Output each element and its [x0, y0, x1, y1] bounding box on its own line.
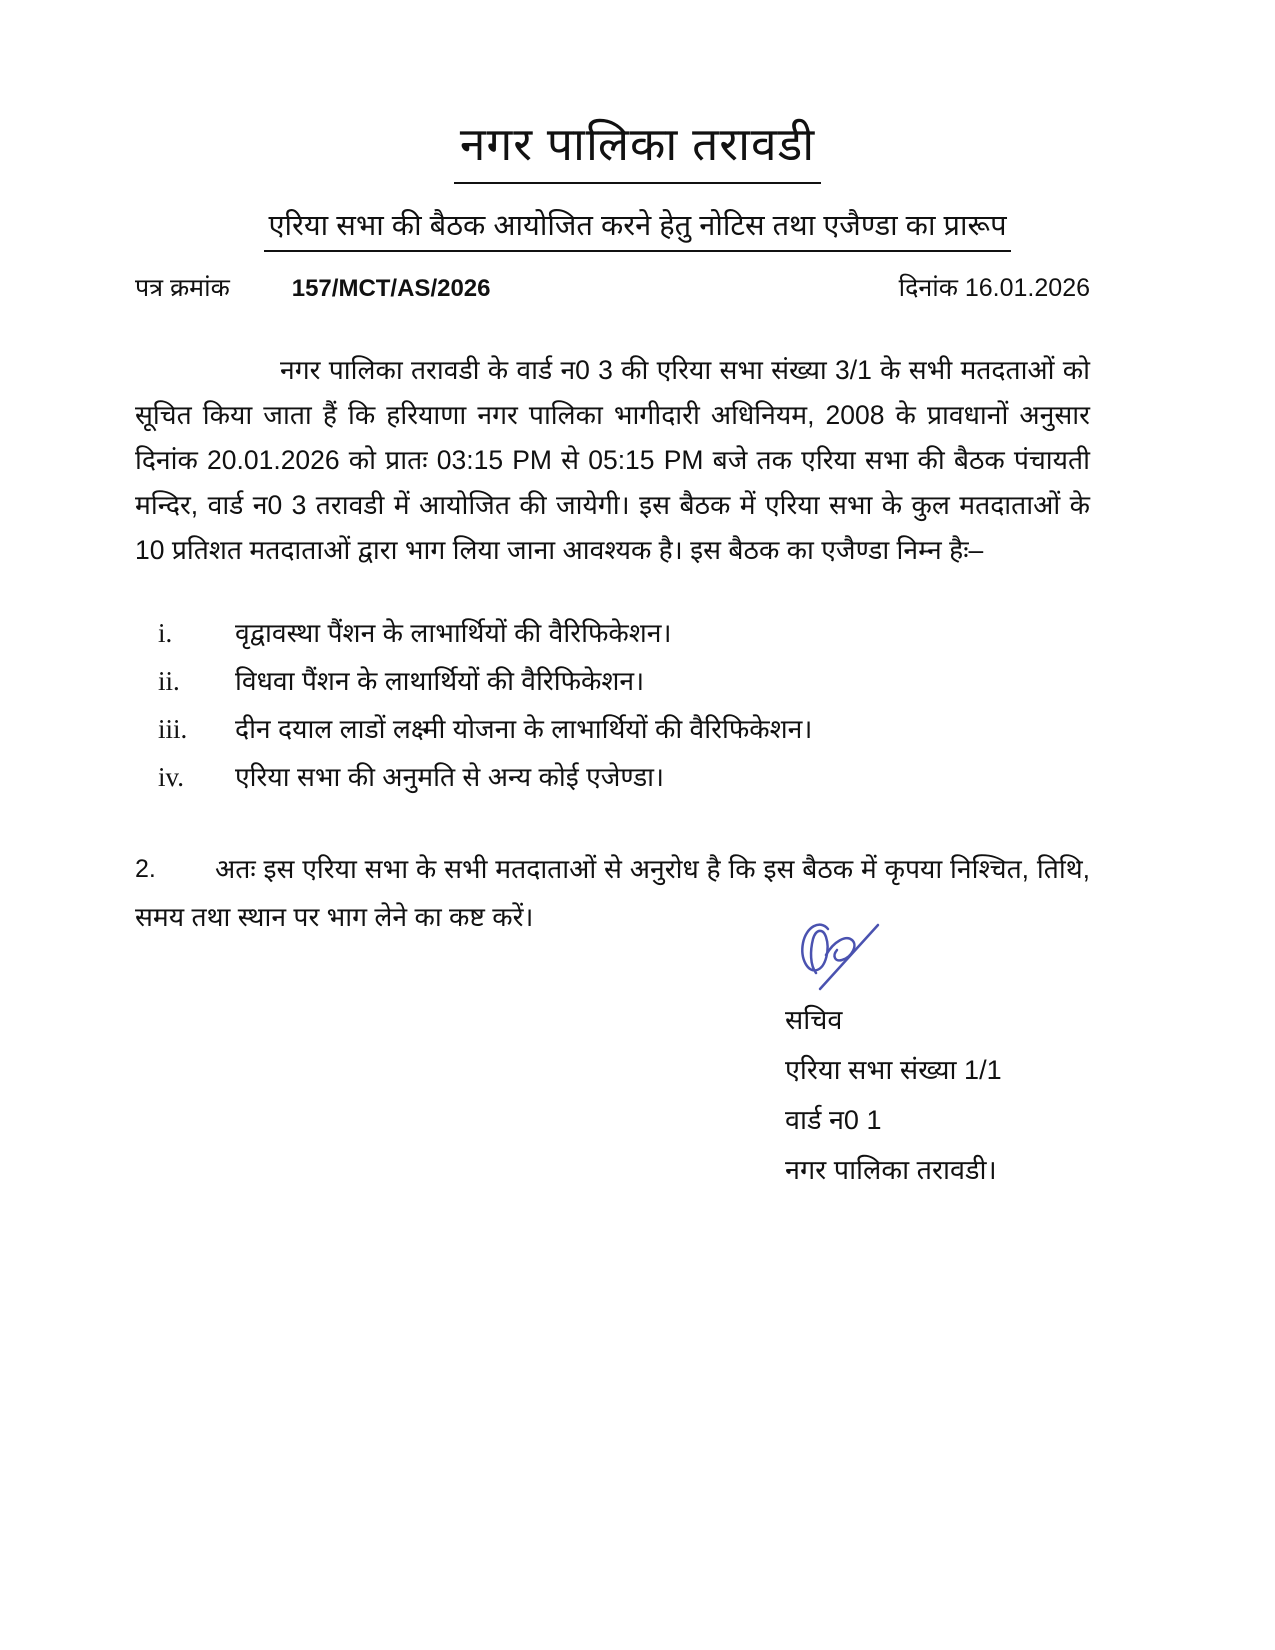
notice-body-paragraph: नगर पालिका तरावडी के वार्ड न0 3 की एरिया सभा संख्या 3/1 के सभी मतदताओं को सूचित किया जाता हैं कि हरियाणा नगर पालिका भागीदारी अधिनियम, 2008 के प्रावधानों अनुसार दिनांक 20.01.2026 को प्रातः 03:15 PM से 05:15 PM बजे तक एरिया सभा की बैठक पंचायती मन्दिर, वार्ड न0 3 तरावडी में आयोजित की जायेगी। इस बैठक में एरिया सभा के कुल मतदाताओं के 10 प्रतिशत मतदाताओं द्वारा भाग लिया जाना आवश्यक है। इस बैठक का एजैण्डा निम्न हैः–: [135, 355, 1090, 565]
date-line: [899, 270, 1090, 304]
agenda-item: [150, 714, 1050, 745]
signatory-municipality: नगर पालिका तरावडी।: [785, 1155, 997, 1185]
date-value: 16.01.2026: [964, 274, 1090, 302]
signatory-area-sabha: एरिया सभा संख्या 1/1: [785, 1055, 1002, 1085]
agenda-list: [150, 618, 1050, 810]
agenda-item-number: iv.: [158, 762, 184, 792]
document-title: [0, 112, 1275, 184]
agenda-item-text: दीन दयाल लाडों लक्ष्मी योजना के लाभार्थियों की वैरिफिकेशन।: [235, 714, 813, 744]
request-paragraph-text: अतः इस एरिया सभा के सभी मतदाताओं से अनुरोध है कि इस बैठक में कृपया निश्चित, तिथि, समय तथा स्थान पर भाग लेने का कष्ट करें।: [135, 854, 1090, 932]
date-label: दिनांक: [898, 274, 958, 302]
handwritten-signature: [790, 915, 1185, 995]
document-subtitle: [0, 205, 1275, 252]
reference-line: [135, 270, 1090, 304]
agenda-item: [150, 762, 1050, 793]
request-paragraph-number: 2.: [135, 855, 156, 883]
signature-ink-icon: [790, 915, 930, 995]
letter-number-label: पत्र क्रमांक: [135, 274, 230, 302]
agenda-item-text: एरिया सभा की अनुमति से अन्य कोई एजेण्डा।: [235, 762, 665, 792]
document-title-text: नगर पालिका तरावडी: [454, 112, 821, 184]
signatory-ward: वार्ड न0 1: [785, 1105, 882, 1135]
agenda-item-number: i.: [158, 618, 173, 648]
agenda-item-number: ii.: [158, 666, 180, 696]
agenda-item-text: वृद्वावस्था पैंशन के लाभार्थियों की वैरिफिकेशन।: [235, 618, 672, 648]
signature-block: [785, 915, 1185, 1195]
agenda-item-number: iii.: [158, 714, 188, 744]
agenda-item-text: विधवा पैंशन के लाथार्थियों की वैरिफिकेशन।: [235, 666, 645, 696]
document-subtitle-text: एरिया सभा की बैठक आयोजित करने हेतु नोटिस तथा एजैण्डा का प्रारूप: [264, 205, 1010, 252]
letter-number-value: 157/MCT/AS/2026: [291, 275, 491, 302]
agenda-item: [150, 666, 1050, 697]
agenda-item: [150, 618, 1050, 649]
signatory-role: सचिव: [785, 1005, 843, 1035]
